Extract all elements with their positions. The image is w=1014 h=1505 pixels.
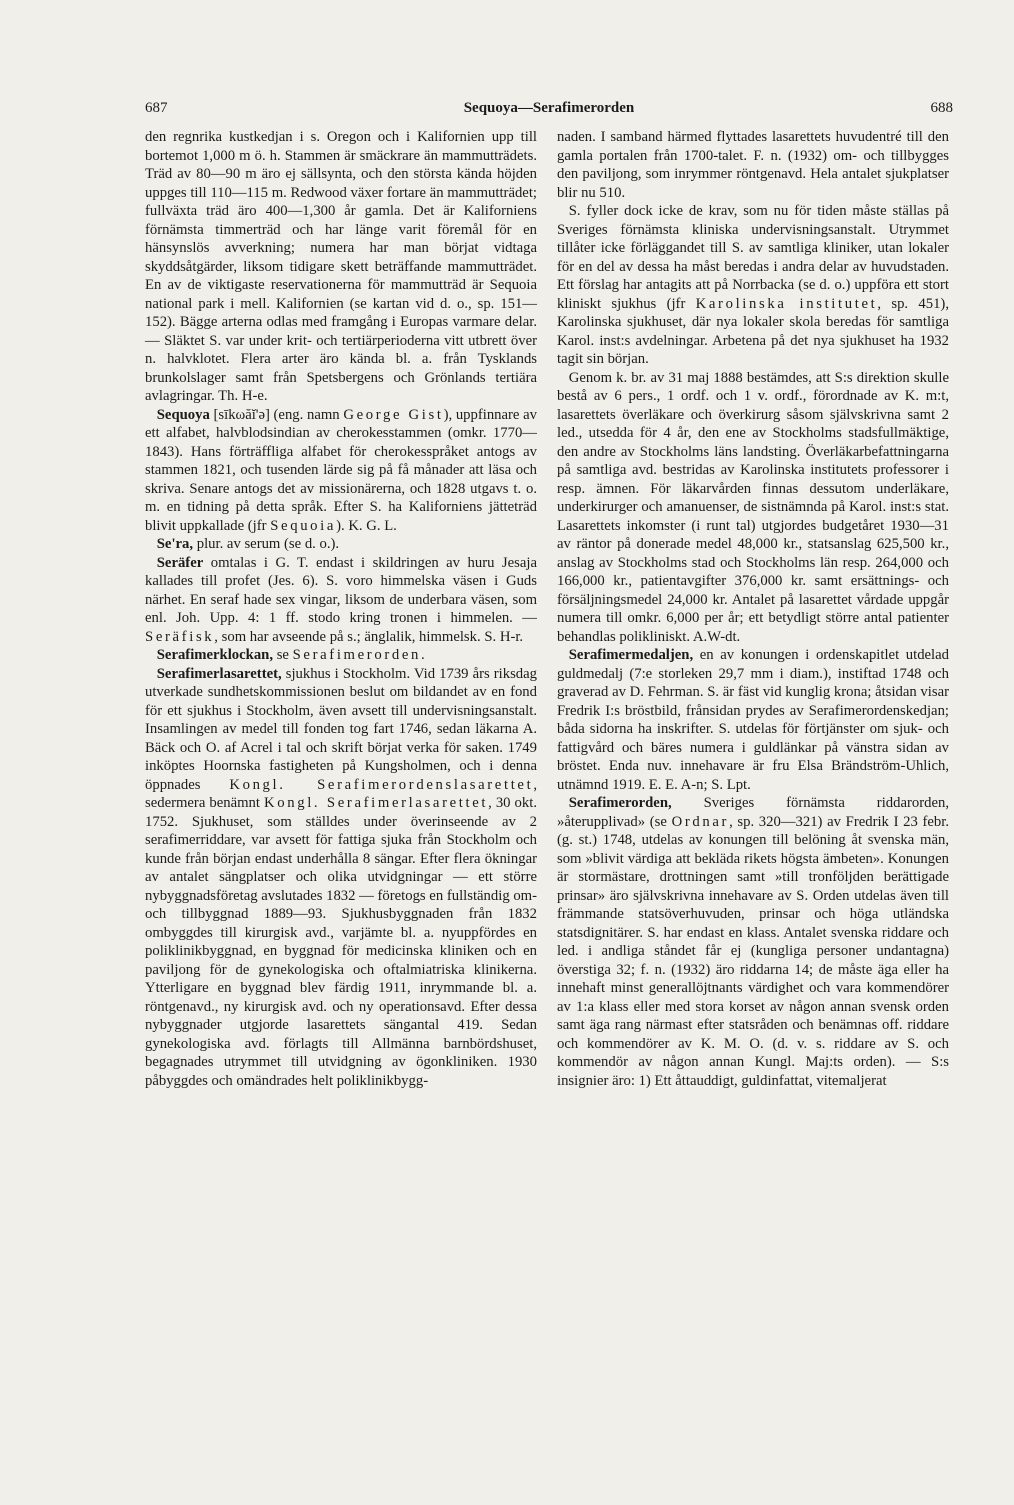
cross-reference: Serafimerorden [292, 647, 421, 663]
cross-reference: Ordnar [671, 813, 730, 830]
entry-serafimerorden: Serafimerorden, Sveriges förnämsta riddarorden, »återupplivad» (se Ordnar, sp. 320—321) av Fredrik I 23 febr. (g. st.) 1748, utdelas av konungen till belöning åt svenska män, som »blivit värdiga att bekläda rikets högsta ämbeten». Konungen är stormästare, drottningen samt »till tronföljden berättigade prinsar» äro självskrivna innehavare av S. Orden utdelas även till främmande statsöverhuvuden, prinsar och höga utländska statsdignitärer. S. har endast en klass. Antalet svenska riddare och led. i andliga ståndet får ej (kungliga personer undantagna) överstiga 32; f. n. (1932) äro riddarna 14; de måste äga eller ha innehaft minst generallöjtnants värdighet och vara kommendörer av 1:a klass eller med stora korset av någon annan svensk orden samt äga rang närmast efter statsråden och benämnas off. riddare och kommendörer av K. M. O. (d. v. s. riddare av S. och kommendör av någon annan Kungl. Maj:ts orden). — S:s insignier äro: 1) Ett åttauddigt, guldinfattat, vitemaljerat [557, 795, 949, 1089]
author-signature: A.W-dt. [692, 628, 741, 645]
entry-sera: Se'ra, plur. av serum (se d. o.). [156, 536, 340, 552]
cross-reference: Karolinska institutet [695, 295, 878, 312]
author-signature: K. G. L. [348, 517, 397, 534]
headword: Serafimerorden, [568, 795, 672, 811]
entry-serafimerlasarettet-continued: naden. I samband härmed flyttades lasarettets huvudentré till den gamla portalen från 1700-talet. F. n. (1932) om- och tillbygges den paviljong, som inrymmer röntgenavd. Hela antalet sjukplatser blir nu 510. [557, 129, 949, 201]
left-column [145, 128, 537, 1090]
headword: Serafimerlasarettet, [156, 665, 282, 682]
author-signature: Th. H-e. [218, 388, 268, 404]
author-signature: S. H-r. [484, 628, 524, 645]
entry-serafimerklockan: Serafimerklockan, se Serafimerorden. [156, 647, 425, 663]
headword: Serafimerklockan, [156, 647, 274, 663]
entry-serafer: Seräfer omtalas i G. T. endast i skildringen av huru Jesaja kallades till profet (Jes. 6). S. voro himmelska väsen i Guds närhet. En seraf hade sex vingar, liksom de underbara väsen, som enl. Joh. Upp. 4: 1 ff. stodo kring tronen i himmelen. — Seräfisk, som har avseende på s.; änglalik, himmelsk. S. H-r. [145, 554, 537, 645]
page-number-right: 688 [930, 100, 953, 116]
page-header [145, 100, 953, 124]
paragraph: Genom k. br. av 31 maj 1888 bestämdes, att S:s direktion skulle bestå av 6 pers., 1 ordf. och 1 v. ordf., förordnade av K. m:t, lasarettets överläkare och överkirurg såsom självskrivna samt 2 led., utsedda för 4 år, den ene av Stockholms stadsfullmäktige, den andre av Stockholms läns landsting. Överläkarbefattningarna på samtliga avd. bestridas av Karolinska institutets professorer i resp. ämnen. För läkarvården finnas dessutom underläkare, underkirurger och amanuenser, de sistnämnda på Karol. inst:s stat. Lasarettets inkomster (i runt tal) utgjordes budgetåret 1930—31 av räntor på donerade medel 48,000 kr., statsanslag 625,500 kr., anslag av Stockholms stad och Stockholms län resp. 264,000 och 166,000 kr., patientavgifter 376,000 kr. samt ersättnings- och försäljningsmedel 24,000 kr. Antalet på lasarettet vårdade uppgår numera till omkr. 6,000 per år; ett betydligt större antal patienter behandlas polikliniskt. A.W-dt. [557, 369, 949, 645]
right-column [557, 128, 949, 1090]
headword: Seräfer [156, 554, 204, 571]
entry-sequoia-continued: den regnrika kustkedjan i s. Oregon och i Kalifornien upp till bortemot 1,000 m ö. h. Stammen är smäckrare än mammutträdets. Träd av 80—90 m äro ej sällsynta, och den största kända höjden uppges till 110—115 m. Redwood växer fortare än mammutträdet; fullväxta träd äro 400—1,300 år gamla. Det är Kaliforniens förnämsta timmerträd och har länge varit föremål för en hänsynslös avverkning; numera har man börjat vidtaga skyddsåtgärder, liksom tidigare skett beträffande mammutträdet. En av de viktigaste reservationerna för mammutträd är Sequoia national park i mell. Kalifornien (se kartan vid d. o., sp. 151—152). Bägge arterna odlas med framgång i Europas varmare delar. — Släktet S. var under krit- och tertiärperioderna vitt utbrett över n. halvklotet. Flera arter äro kända bl. a. från Tysklands brunkolslager samt från Spetsbergens och Grönlands tertiära avlagringar. Th. H-e. [145, 129, 537, 404]
headword: Serafimermedaljen, [568, 647, 694, 663]
paragraph: S. fyller dock icke de krav, som nu för tiden måste ställas på Sveriges förnämsta kliniska undervisningsanstalt. Utrymmet tillåter icke förläggandet till S. av samtliga kliniker, utan lokaler för en del av dessa ha måst beredas i andra delar av huvudstaden. Ett förslag har antagits att på Norrbacka (se d. o.) uppföra ett stort kliniskt sjukhus (jfr Karolinska institutet, sp. 451), Karolinska sjukhuset, där nya lokaler skola beredas för samtliga Karol. inst:s avdelningar. Arbetena på det nya sjukhuset ha 1932 tagit sin början. [557, 203, 949, 367]
entry-serafimermedaljen: Serafimermedaljen, en av konungen i ordenskapitlet utdelad guldmedalj (7:e storleken 29,7 mm i diam.), instiftad 1748 och graverad av D. Fehrman. S. är fäst vid kunglig krona; åtsidan visar Fredrik I:s bröstbild, frånsidan prydes av Serafimerordenskedjan; båda sidorna ha inskrifter. S. utdelas för förtjänster om sjuk- och fattigvård och bäres numera i guldlänkar på vänstra sidan av bröstet. Enda nuv. innehavare är fru Elsa Brändström-Uhlich, utnämnd 1919. E. E. A-n; S. Lpt. [557, 647, 949, 793]
page-number-left: 687 [145, 100, 168, 116]
author-signature: E. E. A-n; S. Lpt. [648, 776, 751, 793]
running-head: Sequoya—Serafimerorden [463, 100, 635, 116]
entry-serafimerlasarettet: Serafimerlasarettet, sjukhus i Stockholm. Vid 1739 års riksdag utverkade sundhetskommissionen beslut om bildandet av en fond för ett sjukhus i Stockholm, även avsett till undervisningsanstalt. Insamlingen av medel till fonden tog fart 1746, sedan läkarna A. Bäck och O. af Acrel i tal och skrift börjat verka för saken. 1749 inköptes Hoornska fastigheten på Kungsholmen, och i denna öppnades Kongl. Serafimerordenslasarettet, sedermera benämnt Kongl. Serafimerlasarettet, 30 okt. 1752. Sjukhuset, som ställdes under överinseende av 2 serafimerriddare, var avsett för fattiga sjuka från Stockholm och kunde från början endast underhålla 8 sängar. Efter flera ökningar av antalet sängplatser och olika utvidgningar — ett större nybyggnadsföretag avslutades 1832 — företogs en fullständig om- och tillbyggnad 1889—93. Sjukhusbyggnaden från 1832 ombyggdes till kirurgisk avd., varjämte bl. a. nyuppfördes en poliklinikbyggnad, en byggnad för medicinska kliniken och en paviljong för de gynekologiska och oftalmiatriska klinikerna. Ytterligare en byggnad blev färdig 1911, inrymmande bl. a. röntgenavd., ny kirurgisk avd. och ny operationsavd. Efter dessa nybyggnader utgjorde lasarettets sängantal 419. Sedan gynekologiska avd. förlagts till Allmänna barnbördshuset, begagnades utrymmet till utvidgning av ögonkliniken. 1930 påbyggdes och omändrades helt poliklinikbygg- [145, 665, 537, 1089]
cross-reference: Sequoia [270, 517, 337, 534]
headword: Sequoya [156, 406, 210, 423]
entry-sequoya: Sequoya [sīkωăĭ'ə] (eng. namn George Gist), uppfinnare av ett alfabet, halvblodsindian av cherokesstammen (omkr. 1770—1843). Hans förträffliga alfabet för cherokesspråket antogs av stammen 1821, och tusenden lärde sig på få månader att läsa och skriva. Senare antogs det av missionärerna, och 1828 utgavs t. o. m. en tidning på detta språk. Efter S. ha Kaliforniens jätteträd blivit uppkallade (jfr Sequoia). K. G. L. [145, 406, 537, 534]
headword: Se'ra, [156, 536, 194, 552]
